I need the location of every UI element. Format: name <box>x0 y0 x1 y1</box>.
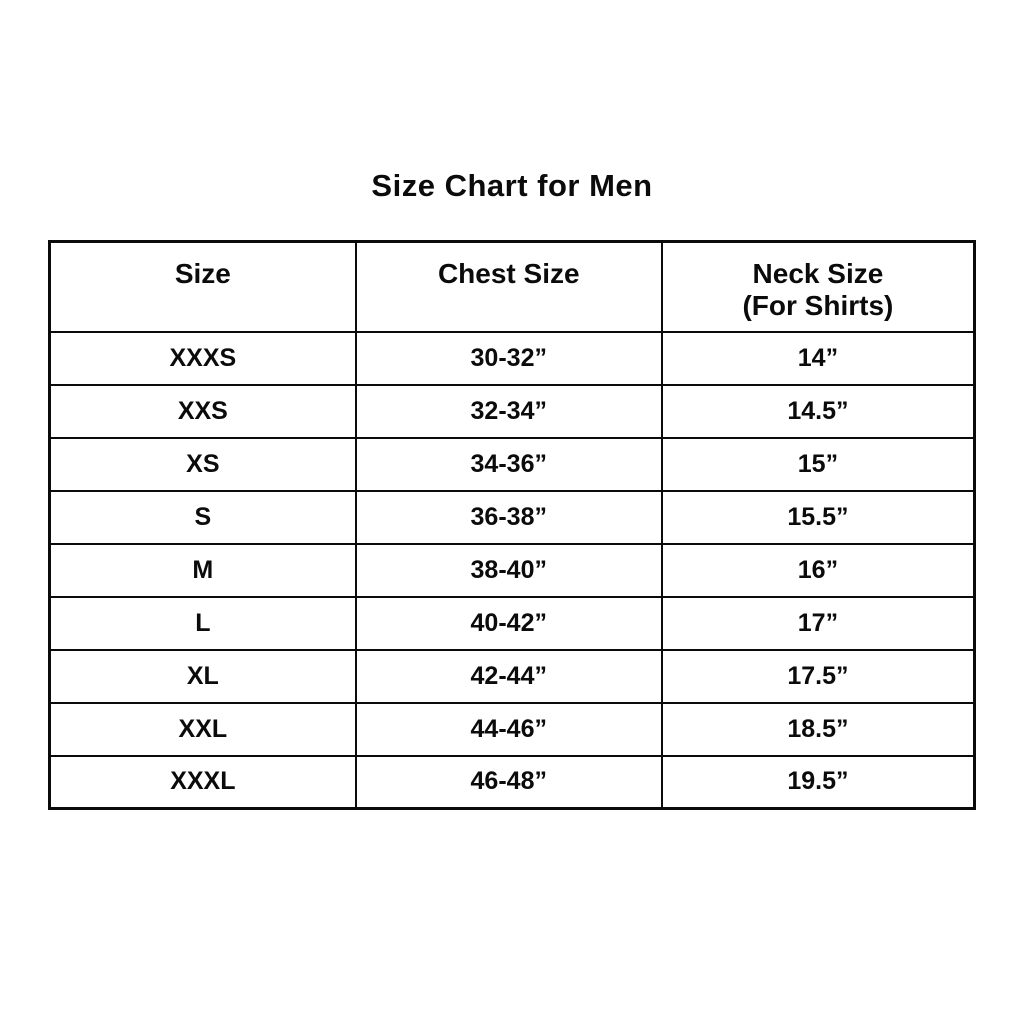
table-row <box>50 438 975 491</box>
chest-cell: 40-42” <box>356 597 662 650</box>
size-chart-table <box>48 240 976 810</box>
size-cell: XXXS <box>50 332 356 385</box>
table-body <box>50 332 975 809</box>
header-neck-size <box>662 242 975 332</box>
chest-cell: 46-48” <box>356 756 662 809</box>
neck-cell: 17” <box>662 597 975 650</box>
neck-cell: 15” <box>662 438 975 491</box>
neck-cell: 14.5” <box>662 385 975 438</box>
header-size <box>50 242 356 332</box>
size-cell: XXL <box>50 703 356 756</box>
table-row <box>50 756 975 809</box>
neck-cell: 15.5” <box>662 491 975 544</box>
size-cell: XXXL <box>50 756 356 809</box>
neck-cell: 14” <box>662 332 975 385</box>
table-row <box>50 332 975 385</box>
table-row <box>50 491 975 544</box>
table-row <box>50 385 975 438</box>
neck-cell: 19.5” <box>662 756 975 809</box>
chest-cell: 30-32” <box>356 332 662 385</box>
table-row <box>50 703 975 756</box>
header-size-label: Size <box>174 258 231 289</box>
table-row <box>50 544 975 597</box>
chest-cell: 44-46” <box>356 703 662 756</box>
size-cell: L <box>50 597 356 650</box>
size-cell: XXS <box>50 385 356 438</box>
table-row <box>50 597 975 650</box>
header-neck-size-label: Neck Size <box>752 258 884 289</box>
size-cell: M <box>50 544 356 597</box>
neck-cell: 16” <box>662 544 975 597</box>
table-header <box>50 242 975 332</box>
header-row <box>50 242 975 332</box>
neck-cell: 17.5” <box>662 650 975 703</box>
header-chest-size-label: Chest Size <box>437 258 580 289</box>
size-cell: XL <box>50 650 356 703</box>
chest-cell: 36-38” <box>356 491 662 544</box>
chest-cell: 34-36” <box>356 438 662 491</box>
size-cell: S <box>50 491 356 544</box>
chest-cell: 42-44” <box>356 650 662 703</box>
table-row <box>50 650 975 703</box>
header-neck-size-sublabel: (For Shirts) <box>742 290 894 321</box>
header-chest-size <box>356 242 662 332</box>
page-title: Size Chart for Men <box>371 168 653 203</box>
size-cell: XS <box>50 438 356 491</box>
chest-cell: 38-40” <box>356 544 662 597</box>
neck-cell: 18.5” <box>662 703 975 756</box>
chest-cell: 32-34” <box>356 385 662 438</box>
